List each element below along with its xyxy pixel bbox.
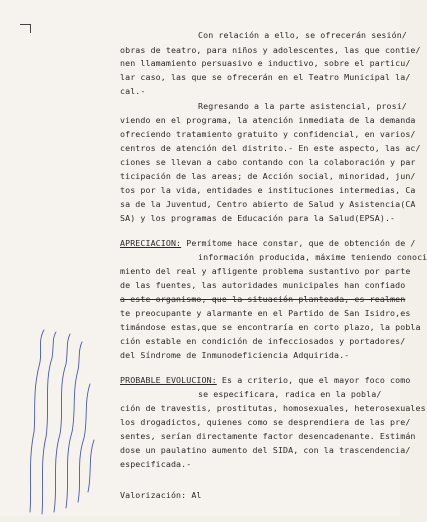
text-line: dose un paulatino aumento del SIDA, con la trascendencia/ (120, 445, 411, 455)
text-line: tos por la vida, entidades e instituciones intermedias, Ca (120, 185, 416, 195)
text-line: timándose estas,que se encontraría en corto plazo, la pobla (120, 322, 421, 332)
text-line: cal.- (120, 86, 146, 96)
text-line: información producida, máxime teniendo conoci (198, 252, 427, 262)
handwritten-note (22, 322, 102, 518)
heading-apreciacion: APRECIACION: (120, 238, 182, 248)
text-line-evolucion (120, 375, 410, 385)
text-line: Valorización: Al (120, 490, 202, 500)
text-line: ofreciendo tratamiento gratuito y confidencial, en varios/ (120, 129, 416, 139)
text-line: obras de teatro, para niños y adolescentes, las que contie/ (120, 45, 421, 55)
text-line: los drogadictos, quienes como se desprendiera de las pre/ (120, 417, 411, 427)
text-line: a este organismo, que la situación planteada, es realmen (120, 294, 406, 304)
text-line: especificada.- (120, 459, 192, 469)
text-line: del Síndrome de Inmunodeficiencia Adquirida.- (120, 350, 350, 360)
text-line: Regresando a la parte asistencial, prosi/ (198, 101, 407, 111)
text-line: nen llamamiento persuasivo e inductivo, sobre el particu/ (120, 58, 411, 68)
text-line: miento del real y afligente problema sustantivo por parte (120, 266, 411, 276)
heading-evolucion: PROBABLE EVOLUCION: (120, 375, 217, 385)
text-line: ciones se llevan a cabo contando con la colaboración y par (120, 157, 416, 167)
text-line: ción de travestis, prostitutas, homosexuales, heterosexuales (120, 403, 426, 413)
text-line: de las fuentes, las autoridades municipales han confiado (120, 280, 406, 290)
text-line: se especificara, radica en la pobla/ (198, 389, 382, 399)
text-line: te preocupante y alarmante en el Partido de San Isidro,es (120, 308, 411, 318)
text-line: sentes, serían directamente factor desencadenante. Estimán (120, 431, 416, 441)
handwriting-strokes (22, 322, 102, 518)
evolucion-rest: Es a criterio, que el mayor foco como (216, 375, 411, 385)
text-line: centros de atención del distrito.- En este aspecto, las ac/ (120, 143, 421, 153)
text-line: ticipación de las areas; de Acción social, minoridad, jun/ (120, 171, 416, 181)
corner-mark (20, 24, 31, 33)
text-line: SA) y los programas de Educación para la Salud(EPSA).- (120, 213, 396, 223)
text-line: lar caso, las que se ofrecerán en el Teatro Municipal la/ (120, 72, 411, 82)
text-line: ción estable en condición de infecciosados y portadores/ (120, 336, 406, 346)
apreciacion-rest: Permítome hace constar, que de obtención de / (181, 238, 416, 248)
text-line: viendo en el programa, la atención inmediata de la demanda (120, 115, 416, 125)
text-line-apreciacion (120, 238, 416, 248)
text-line: sa de la Juventud, Centro abierto de Salud y Asistencia(CA (120, 199, 416, 209)
text-line: Con relación a ello, se ofrecerán sesión/ (198, 30, 407, 40)
